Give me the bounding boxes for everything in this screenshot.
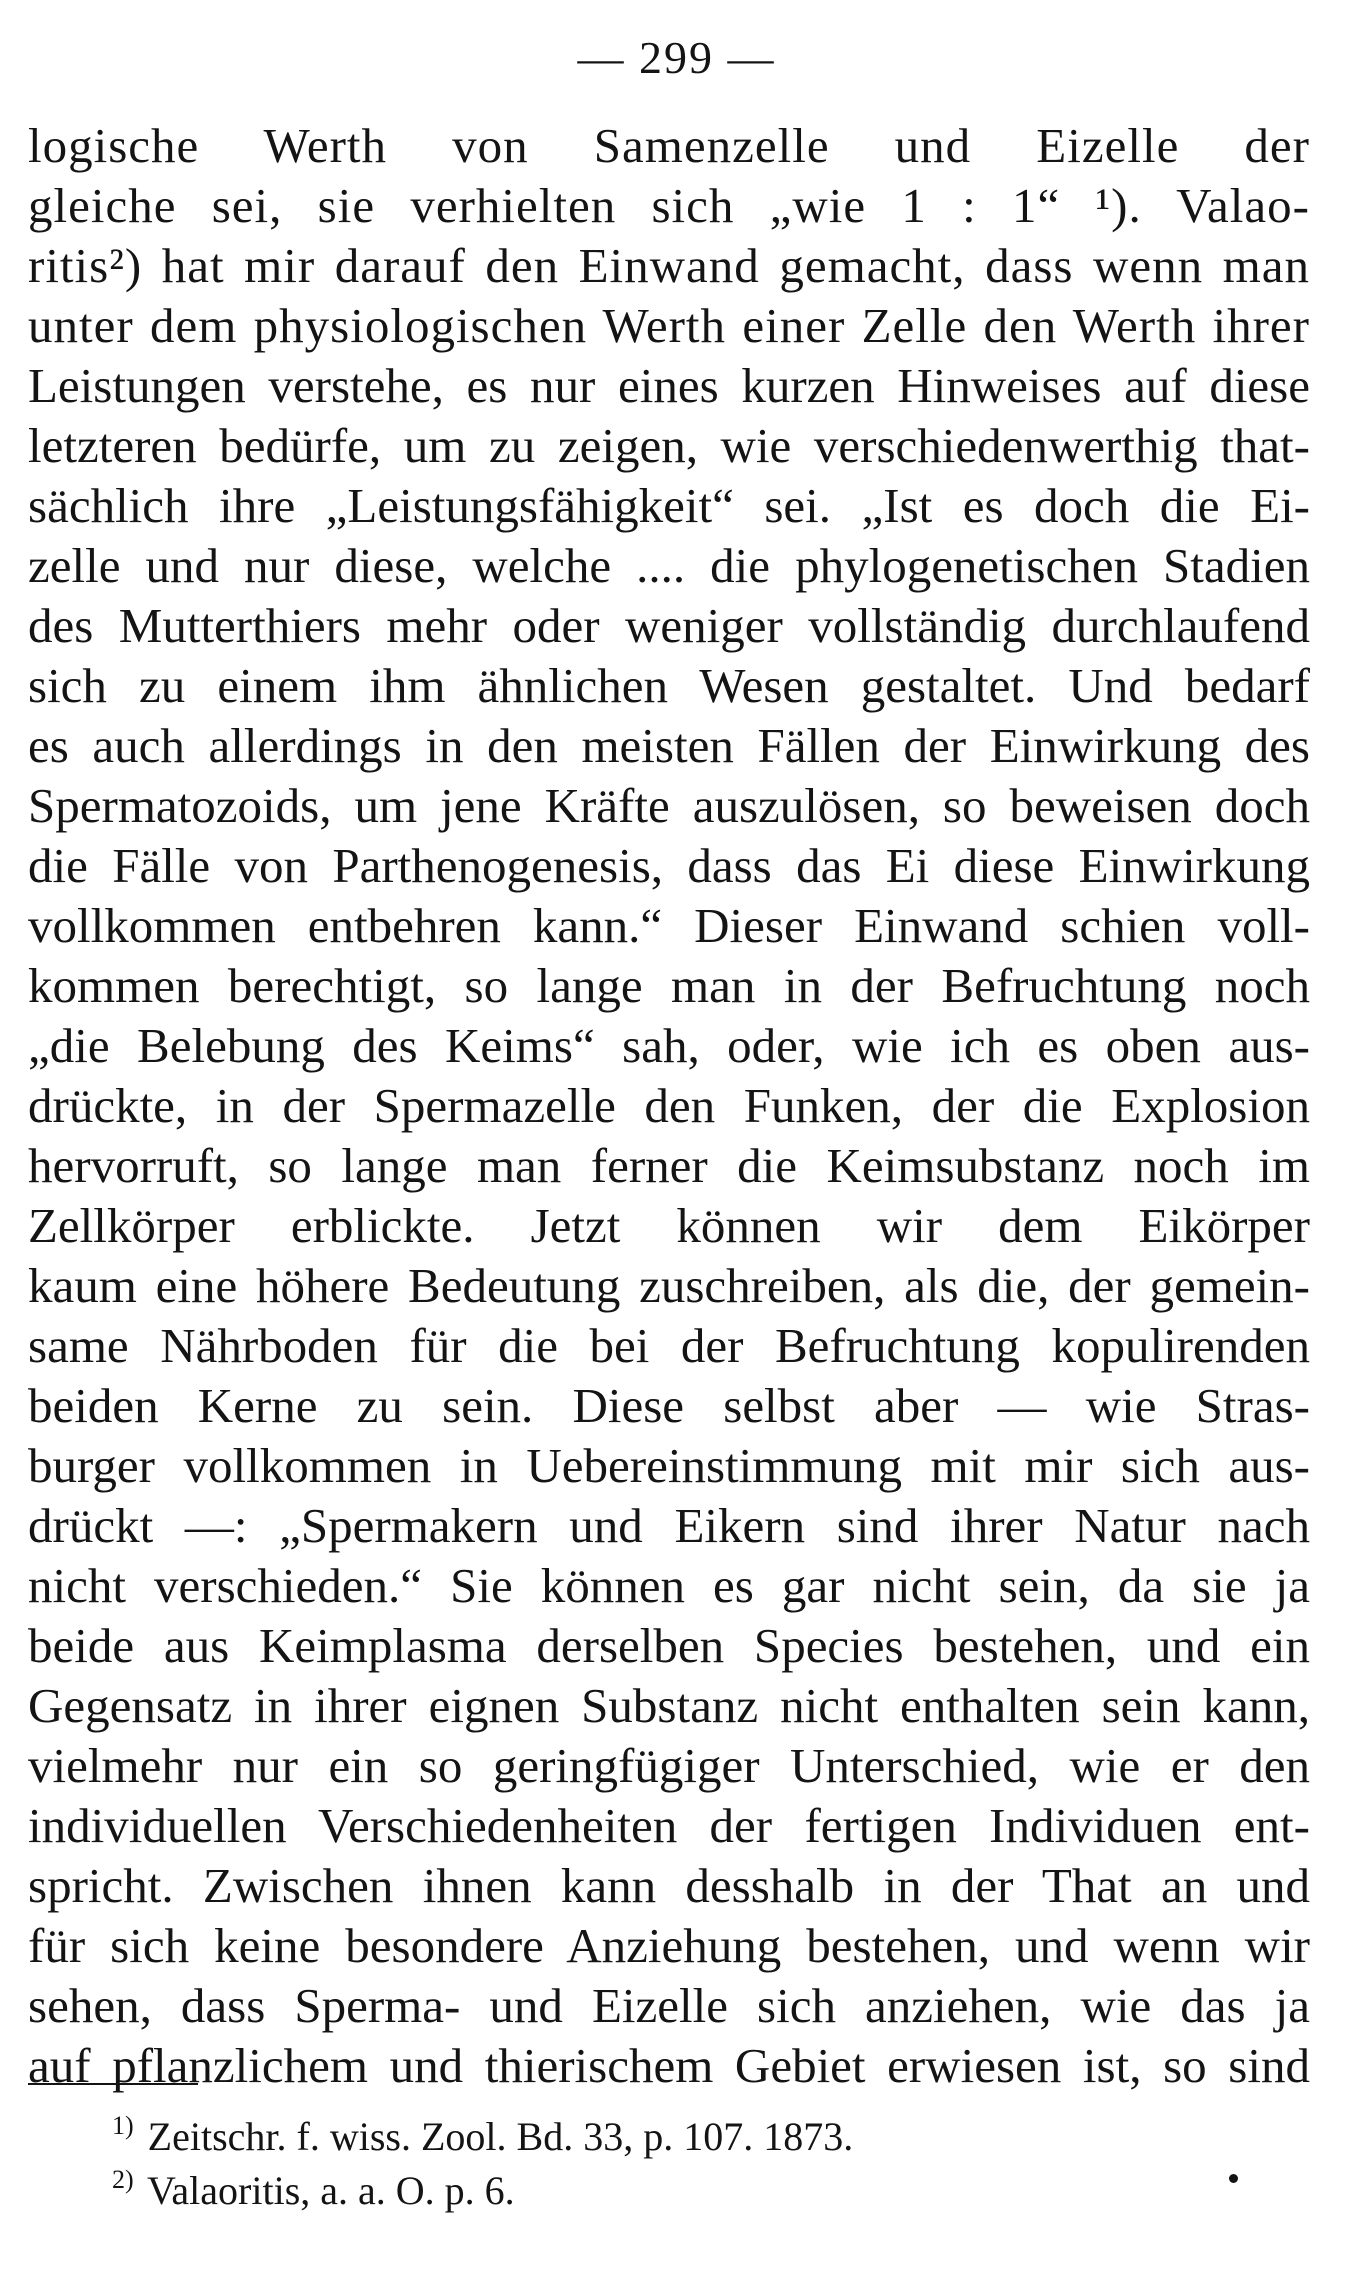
text-line: des Mutterthiers mehr oder weniger vollständig durchlaufend bbox=[28, 598, 1310, 653]
page-number: — 299 — bbox=[577, 32, 776, 83]
text-line: gleiche sei, sie verhielten sich „wie 1 : 1“ ¹). Valao- bbox=[28, 178, 1310, 233]
text-line: zelle und nur diese, welche .... die phylogenetischen Stadien bbox=[28, 538, 1310, 593]
footnote-divider bbox=[28, 2083, 198, 2085]
text-line: die Fälle von Parthenogenesis, dass das Ei diese Einwirkung bbox=[28, 838, 1310, 893]
text-line: drückte, in der Spermazelle den Funken, der die Explosion bbox=[28, 1078, 1310, 1133]
text-line: sehen, dass Sperma- und Eizelle sich anziehen, wie das ja bbox=[28, 1978, 1310, 2033]
text-line: beide aus Keimplasma derselben Species bestehen, und ein bbox=[28, 1618, 1310, 1673]
text-line: sich zu einem ihm ähnlichen Wesen gestaltet. Und bedarf bbox=[28, 658, 1310, 713]
text-line: kaum eine höhere Bedeutung zuschreiben, als die, der gemein- bbox=[28, 1258, 1310, 1313]
footnote-2 bbox=[112, 2164, 1292, 2218]
text-line: same Nährboden für die bei der Befruchtung kopulirenden bbox=[28, 1318, 1310, 1373]
footnote-text: Valaoritis, a. a. O. p. 6. bbox=[146, 2168, 515, 2213]
text-line: „die Belebung des Keims“ sah, oder, wie ich es oben aus- bbox=[28, 1018, 1310, 1073]
text-line: vielmehr nur ein so geringfügiger Unterschied, wie er den bbox=[28, 1738, 1310, 1793]
footnote-1 bbox=[112, 2110, 1292, 2164]
text-line: es auch allerdings in den meisten Fällen der Einwirkung des bbox=[28, 718, 1310, 773]
text-line: nicht verschieden.“ Sie können es gar nicht sein, da sie ja bbox=[28, 1558, 1310, 1613]
text-line: Gegensatz in ihrer eignen Substanz nicht enthalten sein kann, bbox=[28, 1678, 1310, 1733]
footnote-marker: 1) bbox=[112, 2111, 134, 2140]
text-line: spricht. Zwischen ihnen kann desshalb in der That an und bbox=[28, 1858, 1310, 1913]
text-line: unter dem physiologischen Werth einer Zelle den Werth ihrer bbox=[28, 298, 1310, 353]
text-line: Leistungen verstehe, es nur eines kurzen Hinweises auf diese bbox=[28, 358, 1310, 413]
body-text bbox=[28, 116, 1310, 2096]
text-line: hervorruft, so lange man ferner die Keimsubstanz noch im bbox=[28, 1138, 1310, 1193]
footnote-text: Zeitschr. f. wiss. Zool. Bd. 33, p. 107. 1873. bbox=[147, 2114, 854, 2159]
text-line: logische Werth von Samenzelle und Eizelle der bbox=[28, 118, 1310, 173]
text-line: auf pflanzlichem und thierischem Gebiet erwiesen ist, so sind bbox=[28, 2038, 1310, 2093]
text-line: individuellen Verschiedenheiten der fertigen Individuen ent- bbox=[28, 1798, 1310, 1853]
text-line: drückt —: „Spermakern und Eikern sind ihrer Natur nach bbox=[28, 1498, 1310, 1553]
print-speck-dot bbox=[1229, 2174, 1238, 2183]
text-line: Spermatozoids, um jene Kräfte auszulösen, so beweisen doch bbox=[28, 778, 1310, 833]
text-line: für sich keine besondere Anziehung bestehen, und wenn wir bbox=[28, 1918, 1310, 1973]
text-line: burger vollkommen in Uebereinstimmung mit mir sich aus- bbox=[28, 1438, 1310, 1493]
text-line: beiden Kerne zu sein. Diese selbst aber — wie Stras- bbox=[28, 1378, 1310, 1433]
footnotes bbox=[112, 2110, 1292, 2218]
text-line: sächlich ihre „Leistungsfähigkeit“ sei. „Ist es doch die Ei- bbox=[28, 478, 1310, 533]
text-line: vollkommen entbehren kann.“ Dieser Einwand schien voll- bbox=[28, 898, 1310, 953]
text-line: ritis²) hat mir darauf den Einwand gemacht, dass wenn man bbox=[28, 238, 1310, 293]
text-line: kommen berechtigt, so lange man in der Befruchtung noch bbox=[28, 958, 1310, 1013]
text-line: Zellkörper erblickte. Jetzt können wir dem Eikörper bbox=[28, 1198, 1310, 1253]
footnote-marker: 2) bbox=[112, 2165, 134, 2194]
text-line: letzteren bedürfe, um zu zeigen, wie verschiedenwerthig that- bbox=[28, 418, 1310, 473]
